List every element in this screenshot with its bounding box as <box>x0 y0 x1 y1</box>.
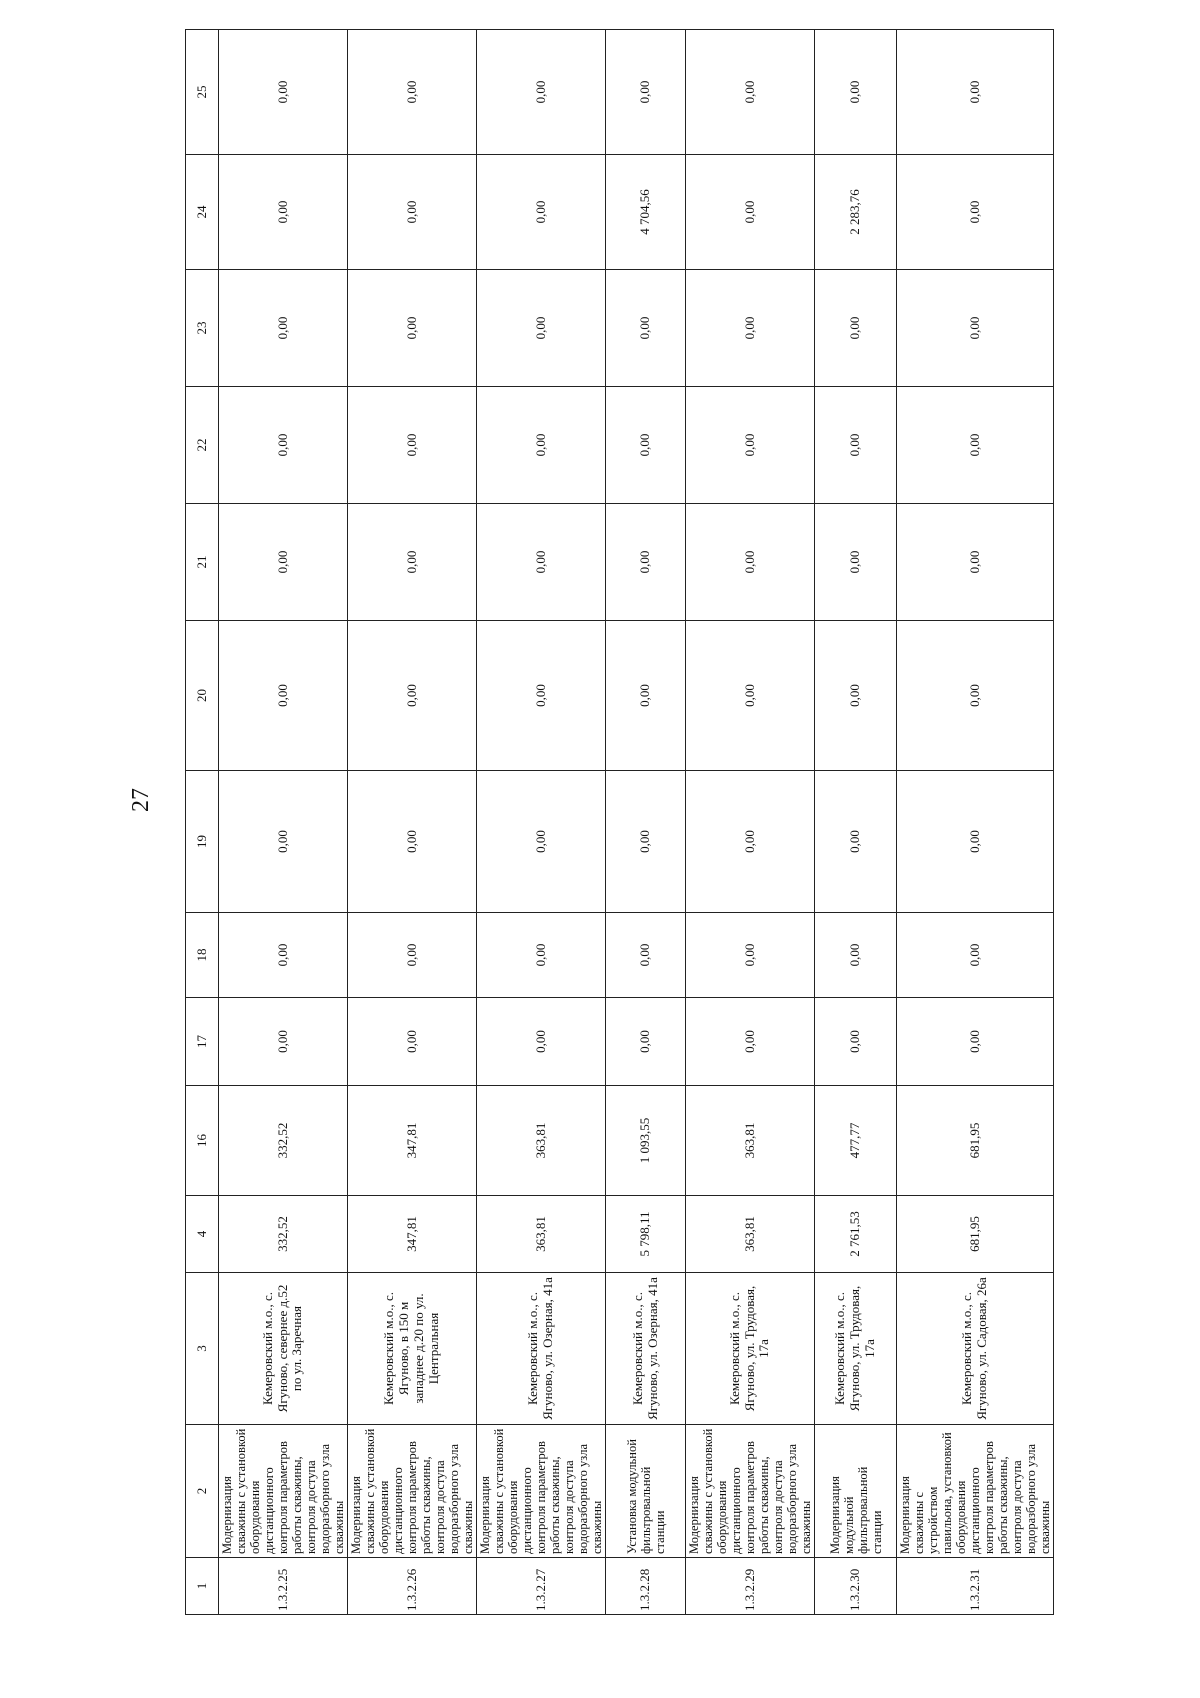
value-col-20: 0,00 <box>686 621 815 771</box>
value-col-17: 0,00 <box>219 998 348 1086</box>
value-col-23: 0,00 <box>219 270 348 387</box>
value-col-24: 2 283,76 <box>815 155 897 270</box>
table-row <box>897 30 1054 1615</box>
value-col-17: 0,00 <box>348 998 477 1086</box>
value-col-19: 0,00 <box>606 771 686 913</box>
value-col-24: 0,00 <box>686 155 815 270</box>
value-col-16: 477,77 <box>815 1086 897 1196</box>
address: Кемеровский м.о., с. Ягуново, ул. Озерная, 41а <box>477 1273 606 1425</box>
value-col-4: 5 798,11 <box>606 1196 686 1273</box>
value-col-21: 0,00 <box>686 504 815 621</box>
value-col-18: 0,00 <box>477 913 606 998</box>
value-col-24: 4 704,56 <box>606 155 686 270</box>
value-col-17: 0,00 <box>815 998 897 1086</box>
value-col-22: 0,00 <box>348 387 477 504</box>
column-header: 25 <box>186 30 219 155</box>
column-header: 16 <box>186 1086 219 1196</box>
value-col-17: 0,00 <box>606 998 686 1086</box>
address: Кемеровский м.о., с. Ягуново, ул. Трудовая, 17а <box>815 1273 897 1425</box>
value-col-24: 0,00 <box>219 155 348 270</box>
work-description: Модернизация скважины с установкой оборудования дистанционного контроля параметров работы скважины, контроля доступа водоразборного узла скважины <box>477 1425 606 1558</box>
column-header: 1 <box>186 1558 219 1615</box>
value-col-25: 0,00 <box>897 30 1054 155</box>
value-col-18: 0,00 <box>815 913 897 998</box>
value-col-20: 0,00 <box>348 621 477 771</box>
row-id: 1.3.2.31 <box>897 1558 1054 1615</box>
value-col-16: 363,81 <box>477 1086 606 1196</box>
value-col-23: 0,00 <box>897 270 1054 387</box>
work-description: Установка модульной фильтровальной станции <box>606 1425 686 1558</box>
value-col-23: 0,00 <box>686 270 815 387</box>
value-col-24: 0,00 <box>348 155 477 270</box>
column-header: 18 <box>186 913 219 998</box>
value-col-4: 2 761,53 <box>815 1196 897 1273</box>
table-row <box>606 30 686 1615</box>
value-col-25: 0,00 <box>477 30 606 155</box>
value-col-21: 0,00 <box>477 504 606 621</box>
value-col-4: 347,81 <box>348 1196 477 1273</box>
row-id: 1.3.2.27 <box>477 1558 606 1615</box>
value-col-18: 0,00 <box>606 913 686 998</box>
value-col-21: 0,00 <box>815 504 897 621</box>
work-description: Модернизация скважины с установкой оборудования дистанционного контроля параметров работы скважины, контроля доступа водоразборного узла скважины <box>219 1425 348 1558</box>
table-row <box>348 30 477 1615</box>
value-col-4: 681,95 <box>897 1196 1054 1273</box>
work-description: Модернизация модульной фильтровальной станции <box>815 1425 897 1558</box>
value-col-21: 0,00 <box>897 504 1054 621</box>
value-col-22: 0,00 <box>815 387 897 504</box>
value-col-16: 363,81 <box>686 1086 815 1196</box>
row-id: 1.3.2.25 <box>219 1558 348 1615</box>
row-id: 1.3.2.29 <box>686 1558 815 1615</box>
value-col-18: 0,00 <box>348 913 477 998</box>
table-row <box>219 30 348 1615</box>
column-header: 19 <box>186 771 219 913</box>
value-col-17: 0,00 <box>897 998 1054 1086</box>
value-col-24: 0,00 <box>897 155 1054 270</box>
value-col-18: 0,00 <box>897 913 1054 998</box>
value-col-19: 0,00 <box>477 771 606 913</box>
address: Кемеровский м.о., с. Ягуново, ул. Трудовая, 17а <box>686 1273 815 1425</box>
value-col-19: 0,00 <box>219 771 348 913</box>
address: Кемеровский м.о., с. Ягуново, ул. Садовая, 26а <box>897 1273 1054 1425</box>
row-id: 1.3.2.26 <box>348 1558 477 1615</box>
value-col-17: 0,00 <box>686 998 815 1086</box>
value-col-21: 0,00 <box>348 504 477 621</box>
column-header: 2 <box>186 1425 219 1558</box>
value-col-16: 681,95 <box>897 1086 1054 1196</box>
address: Кемеровский м.о., с. Ягуново, в 150 м западнее д.20 по ул. Центральная <box>348 1273 477 1425</box>
column-header: 20 <box>186 621 219 771</box>
column-header: 3 <box>186 1273 219 1425</box>
value-col-25: 0,00 <box>348 30 477 155</box>
value-col-25: 0,00 <box>815 30 897 155</box>
row-id: 1.3.2.28 <box>606 1558 686 1615</box>
column-header: 21 <box>186 504 219 621</box>
value-col-19: 0,00 <box>348 771 477 913</box>
value-col-21: 0,00 <box>606 504 686 621</box>
value-col-25: 0,00 <box>686 30 815 155</box>
row-id: 1.3.2.30 <box>815 1558 897 1615</box>
value-col-25: 0,00 <box>606 30 686 155</box>
value-col-20: 0,00 <box>477 621 606 771</box>
header-row <box>186 30 219 1615</box>
column-header: 17 <box>186 998 219 1086</box>
value-col-20: 0,00 <box>815 621 897 771</box>
table-row <box>477 30 606 1615</box>
value-col-23: 0,00 <box>815 270 897 387</box>
rotated-table-container <box>185 30 1052 1615</box>
value-col-22: 0,00 <box>477 387 606 504</box>
value-col-20: 0,00 <box>897 621 1054 771</box>
value-col-23: 0,00 <box>348 270 477 387</box>
value-col-19: 0,00 <box>815 771 897 913</box>
value-col-18: 0,00 <box>219 913 348 998</box>
address: Кемеровский м.о., с. Ягуново, ул. Озерная, 41а <box>606 1273 686 1425</box>
column-header: 23 <box>186 270 219 387</box>
page-number: 27 <box>127 788 154 812</box>
work-description: Модернизация скважины с установкой оборудования дистанционного контроля параметров работы скважины, контроля доступа водоразборного узла скважины <box>686 1425 815 1558</box>
column-header: 4 <box>186 1196 219 1273</box>
address: Кемеровский м.о., с. Ягуново, севернее д.52 по ул. Заречная <box>219 1273 348 1425</box>
value-col-4: 363,81 <box>477 1196 606 1273</box>
value-col-22: 0,00 <box>606 387 686 504</box>
value-col-4: 363,81 <box>686 1196 815 1273</box>
value-col-4: 332,52 <box>219 1196 348 1273</box>
value-col-22: 0,00 <box>897 387 1054 504</box>
value-col-18: 0,00 <box>686 913 815 998</box>
value-col-16: 332,52 <box>219 1086 348 1196</box>
value-col-17: 0,00 <box>477 998 606 1086</box>
value-col-19: 0,00 <box>686 771 815 913</box>
value-col-20: 0,00 <box>606 621 686 771</box>
value-col-24: 0,00 <box>477 155 606 270</box>
value-col-25: 0,00 <box>219 30 348 155</box>
value-col-16: 347,81 <box>348 1086 477 1196</box>
work-description: Модернизация скважины с установкой оборудования дистанционного контроля параметров работы скважины, контроля доступа водоразборного узла скважины <box>348 1425 477 1558</box>
value-col-23: 0,00 <box>477 270 606 387</box>
data-table <box>185 29 1054 1615</box>
value-col-23: 0,00 <box>606 270 686 387</box>
table-row <box>815 30 897 1615</box>
value-col-22: 0,00 <box>686 387 815 504</box>
value-col-22: 0,00 <box>219 387 348 504</box>
table-row <box>686 30 815 1615</box>
column-header: 22 <box>186 387 219 504</box>
value-col-21: 0,00 <box>219 504 348 621</box>
value-col-19: 0,00 <box>897 771 1054 913</box>
column-header: 24 <box>186 155 219 270</box>
value-col-16: 1 093,55 <box>606 1086 686 1196</box>
work-description: Модернизация скважины с устройством павильона, установкой оборудования дистанционного контроля параметров работы скважины, контроля доступа водоразборного узла скважины <box>897 1425 1054 1558</box>
value-col-20: 0,00 <box>219 621 348 771</box>
